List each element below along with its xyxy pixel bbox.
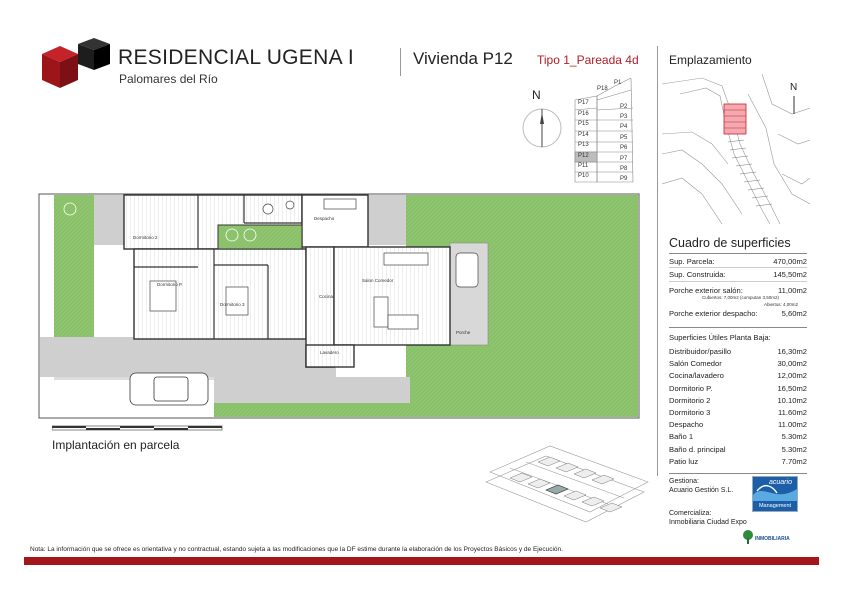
plot-label: P16 <box>578 111 589 117</box>
isometric-view <box>480 442 650 540</box>
utiles-value: 30,00m2 <box>777 359 807 369</box>
utiles-row <box>669 408 807 417</box>
plot-label-highlighted: P12 <box>578 153 589 159</box>
brand-logo-cubes <box>38 36 114 92</box>
utiles-value: 16,30m2 <box>777 347 807 356</box>
utiles-value: 5.30m2 <box>781 432 807 442</box>
utiles-value: 16,50m2 <box>777 383 807 393</box>
divider <box>669 253 807 254</box>
site-map-north-label: N <box>790 82 798 93</box>
room-label: Porche <box>456 330 471 335</box>
porche-note: Abiertos: 4,00m2 <box>764 302 799 307</box>
utiles-value: 12,00m2 <box>777 371 807 381</box>
divider <box>657 46 658 476</box>
divider <box>669 327 807 328</box>
acuario-logo-bottom: Management <box>753 501 797 511</box>
utiles-value: 11.60m2 <box>778 408 807 417</box>
utiles-row <box>669 457 807 466</box>
room-label: Dormitorio P. <box>157 282 183 287</box>
plot-label: P14 <box>578 132 589 138</box>
footer-bar <box>24 557 819 565</box>
plot-label: P5 <box>620 135 628 141</box>
comercializa-label: Comercializa: <box>669 510 712 517</box>
utiles-row <box>669 396 807 405</box>
tipo-label: Tipo 1_Pareada 4d <box>537 53 639 67</box>
plot-label: P10 <box>578 173 589 179</box>
surfaces-heading: Cuadro de superficies <box>669 236 791 250</box>
utiles-value: 10.10m2 <box>777 395 807 405</box>
disclaimer-note: Nota: La información que se ofrece es orientativa y no contractual, estando sujeta a las modificaciones que la DF estime durante la elaboración de los Proyectos Básicos y de Ejecución. <box>30 546 563 553</box>
room-label: Dormitorio 3 <box>220 302 245 307</box>
porche-note: Cubiertos: 7,00m2 (computan 3,50m2) <box>702 295 780 300</box>
utiles-row <box>669 420 807 429</box>
inmobiliaria-logo <box>742 530 800 544</box>
page-title: RESIDENCIAL UGENA I <box>118 46 354 69</box>
plot-label: P4 <box>620 124 628 130</box>
utiles-label: Dormitorio 2 <box>669 395 711 405</box>
north-compass-icon <box>518 88 566 152</box>
surface-row: Porche exterior salón: 11,00m2 <box>669 286 807 295</box>
emplazamiento-heading: Emplazamiento <box>669 53 752 67</box>
acuario-logo <box>752 476 798 512</box>
plot-label: P6 <box>620 145 628 151</box>
site-map <box>662 74 810 224</box>
room-label: Lavadero <box>320 350 339 355</box>
utiles-label: Cocina/lavadero <box>669 371 724 381</box>
plan-caption: Implantación en parcela <box>52 438 180 452</box>
utiles-value: 7.70m2 <box>781 456 807 466</box>
utiles-row <box>669 432 807 441</box>
plot-label: P17 <box>578 100 589 106</box>
inmobiliaria-logo-text: INMOBILIARIA <box>755 536 790 542</box>
utiles-label: Despacho <box>669 420 704 430</box>
utiles-heading: Superficies Útiles Planta Baja: <box>669 333 771 342</box>
plot-label: P13 <box>578 142 589 148</box>
scale-bar <box>52 424 224 434</box>
utiles-row <box>669 359 807 368</box>
plot-label: P3 <box>620 114 628 120</box>
utiles-row <box>669 445 807 454</box>
plot-label: P2 <box>620 104 628 110</box>
utiles-label: Patio luz <box>669 456 699 466</box>
divider <box>669 267 807 268</box>
vivienda-label: Vivienda P12 <box>413 49 513 68</box>
utiles-value: 5.30m2 <box>781 444 807 454</box>
surface-row: Porche exterior despacho: 5,60m2 <box>669 309 807 318</box>
north-label: N <box>532 88 541 102</box>
gestion-name: Acuario Gestión S.L. <box>669 487 734 494</box>
utiles-row <box>669 347 807 356</box>
acuario-logo-top: acuario <box>769 479 792 486</box>
divider <box>669 473 807 474</box>
plot-label: P18 <box>597 86 608 92</box>
utiles-label: Baño d. principal <box>669 444 726 454</box>
utiles-label: Dormitorio 3 <box>669 408 711 417</box>
utiles-value: 11.00m2 <box>778 420 807 430</box>
utiles-label: Salón Comedor <box>669 359 722 369</box>
plot-label: P1 <box>614 80 622 86</box>
surface-row: Sup. Parcela: 470,00m2 <box>669 257 807 266</box>
floor-plan <box>38 193 640 419</box>
comercializa-name: Inmobiliaria Ciudad Expo <box>669 519 747 526</box>
surface-row: Sup. Construida: 145,50m2 <box>669 270 807 279</box>
tree-icon <box>742 530 754 544</box>
plot-label: P8 <box>620 166 628 172</box>
plot-label: P11 <box>578 163 589 169</box>
room-label: Salon Comedor <box>362 278 394 283</box>
plot-label: P7 <box>620 156 628 162</box>
room-label: Dormitorio 2 <box>133 235 158 240</box>
utiles-row <box>669 371 807 380</box>
utiles-label: Dormitorio P. <box>669 383 713 393</box>
divider <box>400 48 401 76</box>
utiles-label: Baño 1 <box>669 432 694 442</box>
divider <box>669 281 807 282</box>
page-subtitle: Palomares del Río <box>119 72 218 86</box>
plot-label: P15 <box>578 121 589 127</box>
gestion-label: Gestiona: <box>669 478 699 485</box>
utiles-row <box>669 384 807 393</box>
room-label: Cocina <box>319 294 334 299</box>
room-label: Despacho <box>314 216 335 221</box>
utiles-label: Distribuidor/pasillo <box>669 347 732 356</box>
plot-label: P9 <box>620 176 628 182</box>
